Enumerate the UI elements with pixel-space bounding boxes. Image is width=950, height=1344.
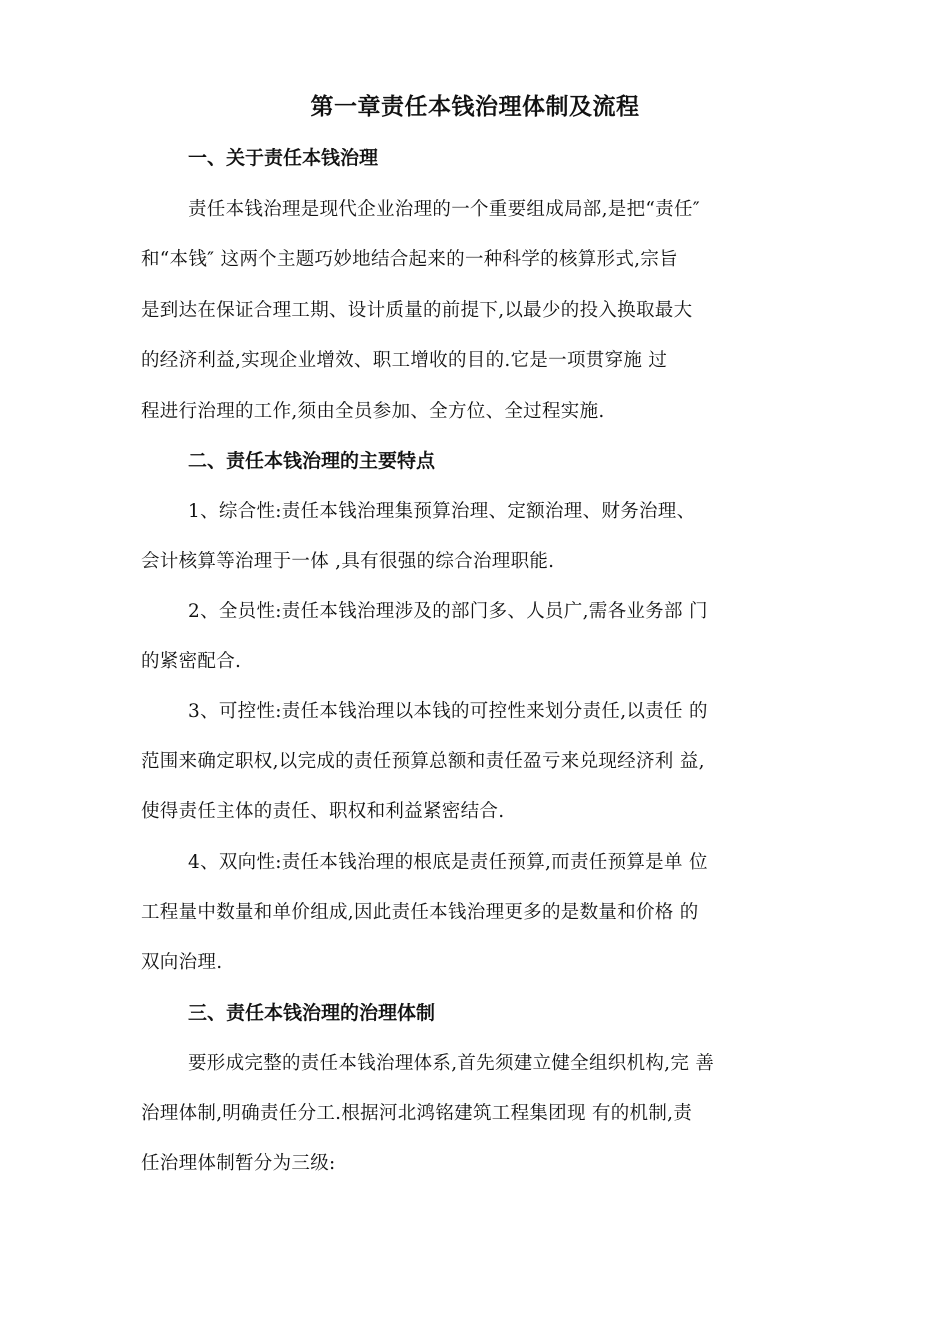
paragraph-line: 工程量中数量和单价组成,因此责任本钱治理更多的是数量和价格 的 — [141, 902, 699, 923]
paragraph-line: 使得责任主体的责任、职权和利益紧密结合. — [141, 801, 505, 822]
section-heading-3: 三、责任本钱治理的治理体制 — [188, 1002, 436, 1024]
paragraph-line: 任治理体制暂分为三级: — [141, 1153, 336, 1174]
paragraph-line: 责任本钱治理是现代企业治理的一个重要组成局部,是把“责任″ — [188, 199, 700, 220]
paragraph-line: 治理体制,明确责任分工.根据河北鸿铭建筑工程集团现 有的机制,责 — [141, 1103, 693, 1124]
paragraph-line: 2、全员性:责任本钱治理涉及的部门多、人员广,需各业务部 门 — [188, 601, 708, 622]
page-title: 第一章责任本钱治理体制及流程 — [310, 94, 640, 120]
paragraph-line: 的经济利益,实现企业增效、职工增收的目的.它是一项贯穿施 过 — [141, 350, 668, 371]
paragraph-line: 会计核算等治理于一体 ,具有很强的综合治理职能. — [141, 551, 555, 572]
paragraph-line: 的紧密配合. — [141, 651, 242, 672]
paragraph-line: 要形成完整的责任本钱治理体系,首先须建立健全组织机构,完 善 — [188, 1053, 715, 1074]
paragraph-line: 是到达在保证合理工期、设计质量的前提下,以最少的投入换取最大 — [141, 300, 693, 321]
paragraph-line: 3、可控性:责任本钱治理以本钱的可控性来划分责任,以责任 的 — [188, 701, 708, 722]
paragraph-line: 1、综合性:责任本钱治理集预算治理、定额治理、财务治理、 — [188, 501, 696, 522]
paragraph-line: 程进行治理的工作,须由全员参加、全方位、全过程实施. — [141, 401, 605, 422]
paragraph-line: 4、双向性:责任本钱治理的根底是责任预算,而责任预算是单 位 — [188, 852, 708, 873]
section-heading-2: 二、责任本钱治理的主要特点 — [188, 450, 436, 472]
paragraph-line: 双向治理. — [141, 952, 223, 973]
paragraph-line: 范围来确定职权,以完成的责任预算总额和责任盈亏来兑现经济利 益, — [141, 751, 705, 772]
section-heading-1: 一、关于责任本钱治理 — [188, 147, 379, 169]
paragraph-line: 和“本钱″ 这两个主题巧妙地结合起来的一种科学的核算形式,宗旨 — [141, 249, 678, 270]
